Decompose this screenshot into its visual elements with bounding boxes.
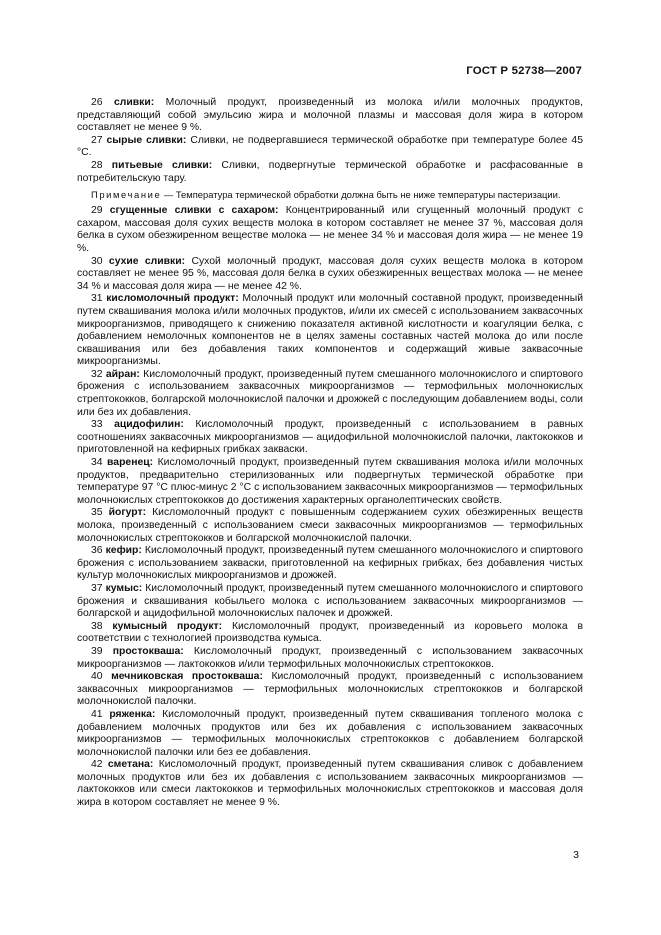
term: кисломолочный продукт:	[106, 293, 239, 305]
definition-text: Кисломолочный продукт, произведенный с использованием заквасочных микроорганизмов — термофильных молочнокислых стрептококков и болгарской молочнокислой палочки.	[77, 671, 583, 708]
definition-entry-33: 33 ацидофилин: Кисломолочный продукт, произведенный с использованием в равных соотношениях заквасочных микроорганизмов — ацидофильной молочнокислой палочки, лактококков и приготовленной на кефирных грибках закваски.	[77, 419, 584, 456]
definition-entry-35: 35 йогурт: Кисломолочный продукт с повышенным содержанием сухих обезжиренных веществ молока, произведенный с использованием смеси заквасочных микроорганизмов — термофильных молочнокислых стрептококков и болгарской молочнокислой палочки.	[77, 507, 584, 544]
definition-text: Кисломолочный продукт, произведенный с использованием заквасочных микроорганизмов — лактококков и/или термофильных молочнокислых стрептококков.	[77, 645, 584, 670]
term: варенец:	[107, 457, 154, 469]
definition-text: Кисломолочный продукт, произведенный путем сквашивания молока и/или молочных продуктов, предварительно стерилизованных или подвергнутых термической обработке при температуре 97 °С плюс-минус 2 °С с использованием заквасочных микроорганизмов — термофильных молочнокислых стрептококков до достижения характерных органолептических свойств.	[77, 457, 584, 506]
definition-text: Молочный продукт, произведенный из молока и/или молочных продуктов, представляющий собой эмульсию жира и молочной плазмы и массовая доля жира в котором составляет не менее 9 %.	[77, 97, 584, 134]
definition-text: Кисломолочный продукт, произведенный путем смешанного молочнокислого и спиртового брожения и сквашивания кобыльего молока с использованием заквасочных микроорганизмов — болгарской и ацидофильной молочнокислых палочек и дрожжей.	[77, 582, 584, 620]
definition-text: Концентрированный или сгущенный молочный продукт с сахаром, массовая доля сухих веществ молока в котором составляет не менее 37 %, массовая доля белка в сухом обезжиренном веществе молока — не менее 34 % и массовая доля жира — не менее 19 %.	[77, 205, 584, 254]
definition-text: Кисломолочный продукт, произведенный из коровьего молока в соответствии с технологией производства кумыса.	[77, 620, 583, 645]
definition-entry-31: 31 кисломолочный продукт: Молочный продукт или молочный составной продукт, произведенный путем сквашивания молока и/или молочных продуктов, и/или их смесей с использованием заквасочных микроорганизмов, приводящего к снижению показателя активной кислотности и коагуляции белка, с добавлением немолочных компонентов не в целях замены составных частей молока до или после сквашивания или без добавления таких компонентов и содержащий живые заквасочные микроорганизмы.	[77, 293, 583, 368]
definition-text: Молочный продукт или молочный составной продукт, произведенный путем сквашивания молока и/или молочных продуктов, и/или их смесей с использованием заквасочных микроорганизмов, приводящего к снижению показателя активной кислотности и коагуляции белка, с добавлением немолочных компонентов не в целях замены составных частей молока до или после сквашивания или без добавления таких компонентов и содержащий живые заквасочные микроорганизмы.	[77, 293, 583, 368]
page-number: 3	[573, 849, 579, 861]
term: кумыс:	[105, 582, 143, 594]
definition-entry-37: 37 кумыс: Кисломолочный продукт, произведенный путем смешанного молочнокислого и спиртового брожения и сквашивания кобыльего молока с использованием заквасочных микроорганизмов — болгарской и ацидофильной молочнокислых палочек и дрожжей.	[77, 582, 584, 620]
note-text: — Температура термической обработки должна быть не ниже температуры пастеризации.	[163, 189, 561, 201]
standard-code: ГОСТ Р 52738—2007	[466, 65, 582, 77]
definition-text: Кисломолочный продукт, произведенный путем сквашивания топленого молока с добавлением молочных продуктов или без их добавления с использованием заквасочных микроорганизмов — термофильных молочнокислых стрептококков с добавлением болгарской молочнокислой палочки или без ее добавления.	[77, 708, 584, 758]
term: сырые сливки:	[106, 134, 187, 146]
note-label: Примечание	[91, 189, 162, 201]
term: сливки:	[114, 97, 155, 108]
term: ряженка:	[109, 708, 156, 720]
definition-entry-30: 30 сухие сливки: Сухой молочный продукт, массовая доля сухих веществ молока в котором составляет не менее 95 %, массовая доля белка в сухих обезжиренных веществах молока — не менее 34 % и массовая доля жира — не менее 42 %.	[77, 255, 583, 292]
definition-text: Кисломолочный продукт, произведенный путем смешанного молочнокислого и спиртового брожения с использованием закваски, приготовленной на кефирных грибках, без добавления чистых культур молочнокислых микроорганизмов и дрожжей.	[77, 545, 583, 582]
term: кефир:	[105, 545, 142, 557]
definition-entry-42: 42 сметана: Кисломолочный продукт, произведенный путем сквашивания сливок с добавлением молочных продуктов или без их добавления с использованием заквасочных микроорганизмов — лактококков или смеси лактококков и термофильных молочнокислых стрептококков и массовая доля жира в котором составляет не менее 9 %.	[77, 759, 584, 809]
definition-text: Сухой молочный продукт, массовая доля сухих веществ молока в котором составляет не менее 95 %, массовая доля белка в сухих обезжиренных веществах молока — не менее 34 % и массовая доля жира — не менее 42 %.	[77, 255, 583, 292]
term: ацидофилин:	[114, 419, 184, 431]
term: сгущенные сливки с сахаром:	[109, 205, 279, 217]
definitions-list	[77, 97, 583, 810]
definition-entry-26: 26 сливки: Молочный продукт, произведенный из молока и/или молочных продуктов, представляющий собой эмульсию жира и молочной плазмы и массовая доля жира в котором составляет не менее 9 %.	[77, 97, 584, 134]
term: простокваша:	[112, 645, 184, 657]
definition-entry-28: 28 питьевые сливки: Сливки, подвергнутые термической обработке и расфасованные в потребительскую тару.	[77, 159, 583, 184]
definition-text: Сливки, подвергнутые термической обработке и расфасованные в потребительскую тару.	[77, 159, 583, 184]
term: сметана:	[107, 759, 154, 771]
definition-entry-29: 29 сгущенные сливки с сахаром: Концентрированный или сгущенный молочный продукт с сахаром, массовая доля сухих веществ молока в котором составляет не менее 37 %, массовая доля белка в сухом обезжиренном веществе молока — не менее 34 % и массовая доля жира — не менее 19 %.	[77, 205, 584, 254]
term: сухие сливки:	[108, 255, 186, 267]
definition-entry-41: 41 ряженка: Кисломолочный продукт, произведенный путем сквашивания топленого молока с добавлением молочных продуктов или без их добавления с использованием заквасочных микроорганизмов — термофильных молочнокислых стрептококков с добавлением болгарской молочнокислой палочки или без ее добавления.	[77, 708, 584, 758]
definition-text: Кисломолочный продукт, произведенный путем сквашивания сливок с добавлением молочных продуктов или без их добавления с использованием заквасочных микроорганизмов — лактококков или смеси лактококков и термофильных молочнокислых стрептококков и массовая доля жира в котором составляет не менее 9 %.	[77, 759, 584, 809]
term: айран:	[105, 368, 140, 380]
term: мечниковская простокваша:	[111, 671, 263, 683]
definition-entry-39: 39 простокваша: Кисломолочный продукт, произведенный с использованием заквасочных микроорганизмов — лактококков и/или термофильных молочнокислых стрептококков.	[77, 645, 584, 670]
definition-entry-27: 27 сырые сливки: Сливки, не подвергавшиеся термической обработке при температуре более 45 °С.	[77, 134, 583, 159]
definition-text: Кисломолочный продукт, произведенный с использованием в равных соотношениях заквасочных микроорганизмов — ацидофильной молочнокислой палочки, лактококков и приготовленной на кефирных грибках закваски.	[77, 419, 584, 456]
term: кумысный продукт:	[112, 620, 223, 632]
definition-entry-34: 34 варенец: Кисломолочный продукт, произведенный путем сквашивания молока и/или молочных продуктов, предварительно стерилизованных или подвергнутых термической обработке при температуре 97 °С плюс-минус 2 °С с использованием заквасочных микроорганизмов — термофильных молочнокислых стрептококков до достижения характерных органолептических свойств.	[77, 457, 584, 506]
definition-entry-40: 40 мечниковская простокваша: Кисломолочный продукт, произведенный с использованием заквасочных микроорганизмов — термофильных молочнокислых стрептококков и болгарской молочнокислой палочки.	[77, 671, 583, 708]
definition-text: Сливки, не подвергавшиеся термической обработке при температуре более 45 °С.	[77, 134, 583, 159]
term: питьевые сливки:	[111, 159, 213, 171]
definition-entry-32: 32 айран: Кисломолочный продукт, произведенный путем смешанного молочнокислого и спиртового брожения с использованием заквасочных микроорганизмов — термофильных молочнокислых стрептококков, болгарской молочнокислой палочки и дрожжей с последующим добавлением воды, соли или без их добавления.	[77, 368, 583, 418]
definition-text: Кисломолочный продукт, произведенный путем смешанного молочнокислого и спиртового брожения с использованием заквасочных микроорганизмов — термофильных молочнокислых стрептококков, болгарской молочнокислой палочки и дрожжей с последующим добавлением воды, соли или без их добавления.	[77, 368, 583, 418]
definition-entry-36: 36 кефир: Кисломолочный продукт, произведенный путем смешанного молочнокислого и спиртового брожения с использованием закваски, приготовленной на кефирных грибках, без добавления чистых культур молочнокислых микроорганизмов и дрожжей.	[77, 545, 583, 582]
definition-entry-38: 38 кумысный продукт: Кисломолочный продукт, произведенный из коровьего молока в соответствии с технологией производства кумыса.	[77, 620, 583, 645]
definition-text: Кисломолочный продукт с повышенным содержанием сухих обезжиренных веществ молока, произведенный с использованием смеси заквасочных микроорганизмов — термофильных молочнокислых стрептококков и болгарской молочнокислой палочки.	[77, 507, 584, 544]
note	[77, 189, 583, 201]
term: йогурт:	[108, 507, 147, 519]
